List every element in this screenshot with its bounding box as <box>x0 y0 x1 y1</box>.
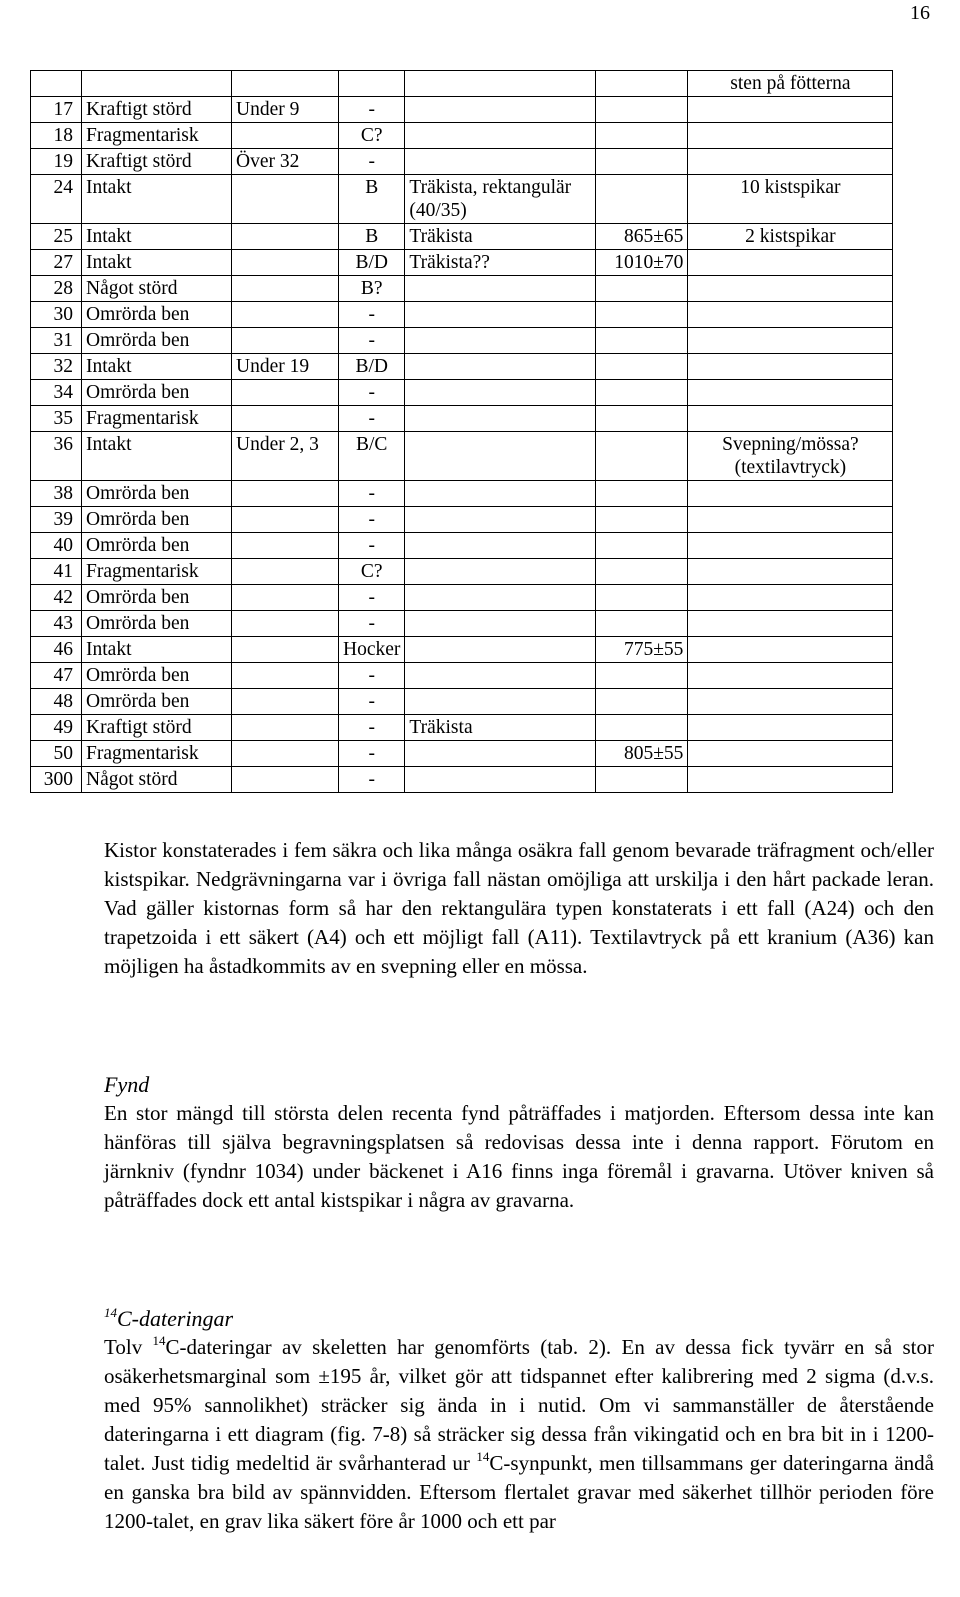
table-row <box>31 559 893 585</box>
cell-anm <box>688 767 893 793</box>
table-row <box>31 481 893 507</box>
cell-bevaring: Kraftigt störd <box>82 715 232 741</box>
cell-typ: - <box>339 767 405 793</box>
cell-typ: Hocker <box>339 637 405 663</box>
cell-alder <box>232 611 339 637</box>
cell-typ: - <box>339 406 405 432</box>
cell-nr <box>31 71 82 97</box>
cell-alder <box>232 481 339 507</box>
cell-kista <box>405 611 596 637</box>
cell-typ: - <box>339 149 405 175</box>
cell-typ: C? <box>339 123 405 149</box>
cell-bevaring: Fragmentarisk <box>82 406 232 432</box>
cell-anm <box>688 328 893 354</box>
cell-anm: Svepning/mössa? (textilavtryck) <box>688 432 893 481</box>
cell-typ: - <box>339 741 405 767</box>
cell-bevaring: Intakt <box>82 637 232 663</box>
cell-kista <box>405 71 596 97</box>
cell-bevaring: Intakt <box>82 250 232 276</box>
cell-nr: 36 <box>31 432 82 481</box>
cell-kista <box>405 663 596 689</box>
cell-anm <box>688 276 893 302</box>
cell-nr: 30 <box>31 302 82 328</box>
cell-kista <box>405 97 596 123</box>
grave-table <box>30 70 893 793</box>
cell-bevaring: Intakt <box>82 354 232 380</box>
cell-alder <box>232 585 339 611</box>
cell-kista <box>405 380 596 406</box>
cell-c14 <box>596 767 688 793</box>
cell-c14 <box>596 432 688 481</box>
cell-nr: 17 <box>31 97 82 123</box>
cell-anm <box>688 250 893 276</box>
cell-c14 <box>596 71 688 97</box>
table-row <box>31 741 893 767</box>
c14-text-2: C-dateringar av skeletten har genomförts (tab. 2). En av dessa fick tyvärr en så stor osäkerhetsmarginal som ±195 år, vilket gör att tidspannet efter kalibrering med 2 sigma (d.v.s. med 95% sannolikhet) sträcker sig ända in i nutid. Om vi sammanställer de återstående dateringarna i ett diagram (fig. 7-8) så sträcker sig dessa från vikingatid och en bra bit in i 1200-talet. Just tidig medeltid är svårhanterad ur <box>104 1335 935 1475</box>
cell-c14 <box>596 611 688 637</box>
cell-c14 <box>596 663 688 689</box>
cell-nr: 35 <box>31 406 82 432</box>
cell-c14 <box>596 97 688 123</box>
cell-c14 <box>596 175 688 224</box>
cell-anm <box>688 611 893 637</box>
cell-alder <box>232 328 339 354</box>
cell-typ: - <box>339 715 405 741</box>
table-row <box>31 149 893 175</box>
cell-bevaring: Omrörda ben <box>82 380 232 406</box>
cell-c14 <box>596 533 688 559</box>
cell-nr: 38 <box>31 481 82 507</box>
cell-anm <box>688 533 893 559</box>
cell-nr: 27 <box>31 250 82 276</box>
cell-c14 <box>596 481 688 507</box>
cell-anm <box>688 507 893 533</box>
c14-section <box>104 1304 934 1536</box>
table-row <box>31 715 893 741</box>
cell-anm <box>688 689 893 715</box>
cell-kista: Träkista <box>405 715 596 741</box>
cell-anm <box>688 585 893 611</box>
c14-heading-sup: 14 <box>104 1305 117 1320</box>
cell-c14 <box>596 380 688 406</box>
cell-anm <box>688 715 893 741</box>
cell-nr: 19 <box>31 149 82 175</box>
table-row <box>31 302 893 328</box>
cell-bevaring: Fragmentarisk <box>82 123 232 149</box>
cell-kista: Träkista <box>405 224 596 250</box>
cell-bevaring: Intakt <box>82 432 232 481</box>
cell-alder: Under 9 <box>232 97 339 123</box>
cell-bevaring: Omrörda ben <box>82 585 232 611</box>
cell-anm: sten på fötterna <box>688 71 893 97</box>
c14-text-1: Tolv <box>104 1335 153 1359</box>
cell-kista <box>405 354 596 380</box>
cell-kista <box>405 302 596 328</box>
cell-kista <box>405 767 596 793</box>
cell-kista <box>405 149 596 175</box>
cell-alder <box>232 276 339 302</box>
cell-anm <box>688 481 893 507</box>
cell-alder <box>232 663 339 689</box>
cell-c14 <box>596 354 688 380</box>
cell-nr: 25 <box>31 224 82 250</box>
cell-c14 <box>596 276 688 302</box>
cell-nr: 28 <box>31 276 82 302</box>
cell-alder <box>232 71 339 97</box>
cell-c14: 865±65 <box>596 224 688 250</box>
cell-alder <box>232 559 339 585</box>
cell-nr: 47 <box>31 663 82 689</box>
cell-kista <box>405 432 596 481</box>
cell-alder <box>232 380 339 406</box>
cell-alder: Över 32 <box>232 149 339 175</box>
cell-bevaring <box>82 71 232 97</box>
cell-bevaring: Omrörda ben <box>82 689 232 715</box>
cell-bevaring: Något störd <box>82 767 232 793</box>
table-row <box>31 585 893 611</box>
cell-alder <box>232 302 339 328</box>
cell-kista <box>405 741 596 767</box>
cell-anm <box>688 302 893 328</box>
cell-c14: 805±55 <box>596 741 688 767</box>
cell-bevaring: Omrörda ben <box>82 481 232 507</box>
cell-bevaring: Något störd <box>82 276 232 302</box>
cell-nr: 42 <box>31 585 82 611</box>
grave-table-body <box>31 71 893 793</box>
table-row <box>31 380 893 406</box>
table-row <box>31 97 893 123</box>
cell-c14 <box>596 507 688 533</box>
kistor-paragraph: Kistor konstaterades i fem säkra och lika många osäkra fall genom bevarade träfragment och/eller kistspikar. Nedgrävningarna var i övriga fall nästan omöjliga att urskilja i den hårt packade leran. Vad gäller kistornas form så har den rektangulära typen konstaterats i ett fall (A24) och den trapetzoida i ett säkert (A4) och ett möjligt fall (A11). Textilavtryck på ett kranium (A36) kan möjligen ha åstadkommits av en svepning eller en mössa. <box>104 838 934 978</box>
cell-anm <box>688 97 893 123</box>
cell-bevaring: Omrörda ben <box>82 507 232 533</box>
cell-nr: 46 <box>31 637 82 663</box>
cell-nr: 31 <box>31 328 82 354</box>
cell-nr: 40 <box>31 533 82 559</box>
cell-typ: - <box>339 585 405 611</box>
cell-bevaring: Intakt <box>82 224 232 250</box>
cell-bevaring: Omrörda ben <box>82 302 232 328</box>
cell-kista <box>405 276 596 302</box>
cell-alder <box>232 224 339 250</box>
cell-bevaring: Kraftigt störd <box>82 149 232 175</box>
c14-sup-1: 14 <box>152 1333 166 1348</box>
cell-nr: 24 <box>31 175 82 224</box>
cell-c14 <box>596 715 688 741</box>
cell-c14: 775±55 <box>596 637 688 663</box>
fynd-paragraph: En stor mängd till största delen recenta fynd påträffades i matjorden. Eftersom dessa inte kan hänföras till själva begravningsplatsen så redovisas dessa inte i denna rapport. Förutom en järnkniv (fyndnr 1034) under bäckenet i A16 finns inga föremål i gravarna. Utöver kniven så påträffades dock ett antal kistspikar i några av gravarna. <box>104 1101 934 1212</box>
cell-anm: 10 kistspikar <box>688 175 893 224</box>
cell-alder <box>232 175 339 224</box>
table-row <box>31 611 893 637</box>
cell-alder <box>232 406 339 432</box>
table-row <box>31 663 893 689</box>
cell-kista <box>405 637 596 663</box>
cell-typ: - <box>339 380 405 406</box>
cell-bevaring: Intakt <box>82 175 232 224</box>
cell-alder <box>232 689 339 715</box>
cell-anm: 2 kistspikar <box>688 224 893 250</box>
cell-c14 <box>596 689 688 715</box>
cell-kista <box>405 123 596 149</box>
cell-alder <box>232 637 339 663</box>
cell-kista <box>405 481 596 507</box>
cell-nr: 41 <box>31 559 82 585</box>
table-row <box>31 533 893 559</box>
cell-kista <box>405 585 596 611</box>
table-row <box>31 224 893 250</box>
table-row <box>31 406 893 432</box>
cell-c14: 1010±70 <box>596 250 688 276</box>
cell-nr: 49 <box>31 715 82 741</box>
cell-typ: B/D <box>339 250 405 276</box>
cell-anm <box>688 123 893 149</box>
cell-alder <box>232 741 339 767</box>
cell-alder <box>232 767 339 793</box>
cell-typ: B? <box>339 276 405 302</box>
c14-sup-2: 14 <box>476 1449 490 1464</box>
cell-nr: 48 <box>31 689 82 715</box>
cell-typ: - <box>339 507 405 533</box>
table-row <box>31 276 893 302</box>
cell-kista <box>405 533 596 559</box>
cell-nr: 18 <box>31 123 82 149</box>
table-row <box>31 354 893 380</box>
cell-alder: Under 2, 3 <box>232 432 339 481</box>
cell-typ: B/D <box>339 354 405 380</box>
cell-bevaring: Omrörda ben <box>82 663 232 689</box>
cell-anm <box>688 741 893 767</box>
table-row <box>31 637 893 663</box>
cell-anm <box>688 406 893 432</box>
cell-alder <box>232 507 339 533</box>
cell-alder: Under 19 <box>232 354 339 380</box>
fynd-section <box>104 1070 934 1215</box>
cell-bevaring: Omrörda ben <box>82 533 232 559</box>
cell-c14 <box>596 559 688 585</box>
cell-alder <box>232 250 339 276</box>
cell-c14 <box>596 302 688 328</box>
table-row <box>31 432 893 481</box>
kistor-section <box>104 836 934 981</box>
cell-bevaring: Omrörda ben <box>82 328 232 354</box>
c14-heading-text: C-dateringar <box>117 1306 234 1331</box>
cell-anm <box>688 559 893 585</box>
cell-kista <box>405 559 596 585</box>
cell-kista <box>405 406 596 432</box>
c14-text-3: C-synpunkt, men tillsammans ger dateringarna ändå en ganska bra bild av spännvidden. Eftersom flertalet gravar med säkerhet tillhör perioden före 1200-talet, en grav lika säkert före år 1000 och ett par <box>104 1451 935 1533</box>
cell-typ: - <box>339 302 405 328</box>
cell-nr: 43 <box>31 611 82 637</box>
c14-heading <box>104 1304 934 1333</box>
cell-anm <box>688 380 893 406</box>
cell-anm <box>688 663 893 689</box>
cell-alder <box>232 123 339 149</box>
table-row <box>31 767 893 793</box>
cell-typ: B/C <box>339 432 405 481</box>
cell-typ: B <box>339 224 405 250</box>
cell-anm <box>688 354 893 380</box>
cell-typ: - <box>339 689 405 715</box>
table-row <box>31 507 893 533</box>
cell-bevaring: Omrörda ben <box>82 611 232 637</box>
cell-typ: - <box>339 533 405 559</box>
cell-nr: 34 <box>31 380 82 406</box>
cell-typ: - <box>339 663 405 689</box>
cell-nr: 300 <box>31 767 82 793</box>
cell-typ: B <box>339 175 405 224</box>
cell-alder <box>232 533 339 559</box>
page-number: 16 <box>910 2 930 24</box>
fynd-heading: Fynd <box>104 1072 150 1097</box>
cell-typ: C? <box>339 559 405 585</box>
cell-bevaring: Kraftigt störd <box>82 97 232 123</box>
cell-c14 <box>596 585 688 611</box>
cell-kista <box>405 689 596 715</box>
cell-nr: 39 <box>31 507 82 533</box>
cell-anm <box>688 637 893 663</box>
cell-nr: 32 <box>31 354 82 380</box>
cell-kista: Träkista, rektangulär (40/35) <box>405 175 596 224</box>
cell-c14 <box>596 123 688 149</box>
cell-nr: 50 <box>31 741 82 767</box>
cell-c14 <box>596 406 688 432</box>
cell-kista <box>405 507 596 533</box>
table-row <box>31 123 893 149</box>
table-row <box>31 175 893 224</box>
cell-kista <box>405 328 596 354</box>
cell-anm <box>688 149 893 175</box>
table-row <box>31 328 893 354</box>
table-row <box>31 689 893 715</box>
cell-bevaring: Fragmentarisk <box>82 559 232 585</box>
cell-c14 <box>596 328 688 354</box>
cell-c14 <box>596 149 688 175</box>
cell-bevaring: Fragmentarisk <box>82 741 232 767</box>
cell-typ: - <box>339 611 405 637</box>
cell-typ: - <box>339 481 405 507</box>
table-row <box>31 71 893 97</box>
cell-typ: - <box>339 328 405 354</box>
c14-paragraph <box>104 1333 934 1536</box>
cell-alder <box>232 715 339 741</box>
cell-typ <box>339 71 405 97</box>
table-row <box>31 250 893 276</box>
cell-kista: Träkista?? <box>405 250 596 276</box>
cell-typ: - <box>339 97 405 123</box>
